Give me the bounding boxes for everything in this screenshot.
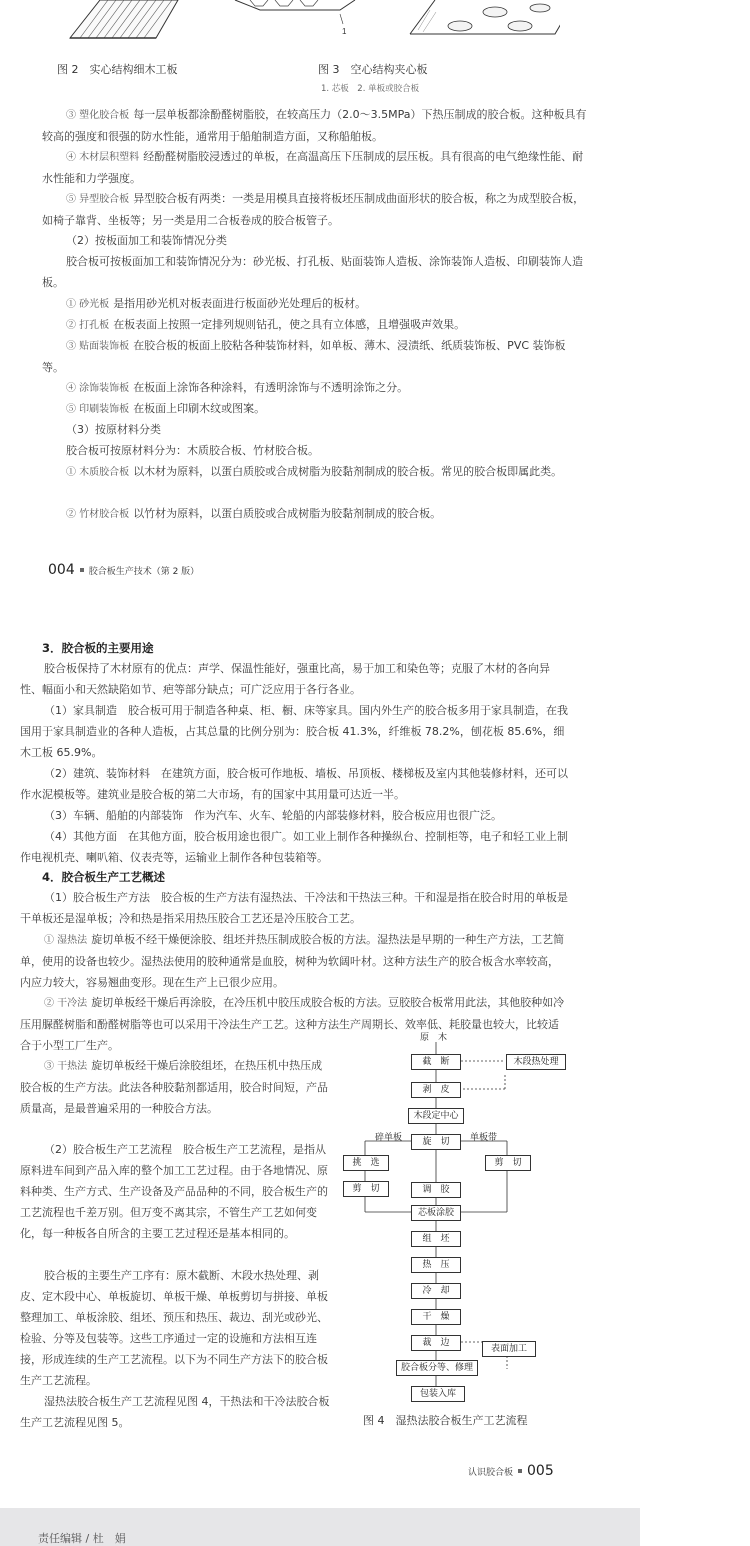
page-004 (0, 0, 750, 595)
paragraph-text: 旋切单板经干燥后再涂胶，在冷压机中胶压成胶合板的方法。豆胶胶合板常用此法，其他胶种如冷压用脲醛树脂和酚醛树脂等也可以采用干冷法生产工艺。这种方法生产周期长、效率低、耗胶量也较大，比较适合于小型工厂生产。 (20, 996, 565, 1052)
paragraph-process-flow: （2）胶合板生产工艺流程 胶合板生产工艺流程，是指从原料进车间到产品入库的整个加工工艺过程。由于各地情况、原料种类、生产方式、生产设备及产品品种的不同，胶合板生产的工艺流程也千差万别。但万变不离其宗，不管生产工艺如何变化，每一种板各自所含的主要工艺过程还是基本相同的。 (20, 1143, 328, 1240)
flow-step-shear-left: 剪 切 (343, 1181, 389, 1197)
page-number: 004 (48, 562, 75, 578)
flow-step-select: 挑 选 (343, 1155, 389, 1171)
figure-4-caption: 图 4 湿热法胶合板生产工艺流程 (363, 1414, 528, 1427)
term-lead: ③ 干热法 (44, 1061, 88, 1072)
paragraph-production-methods: （1）胶合板生产方法 胶合板的生产方法有湿热法、干冷法和干热法三种。干和湿是指在胶合时用的单板是干单板还是湿单板；冷和热是指采用热压胶合工艺还是冷压胶合工艺。 (20, 891, 568, 925)
square-bullet-icon (518, 1469, 522, 1473)
paragraph-dry-hot-method (20, 1055, 332, 1119)
paragraph-use-building: （2）建筑、装饰材料 在建筑方面，胶合板可作地板、墙板、吊顶板、楼梯板及室内其他装修材料，还可以作水泥模板等。建筑业是胶合板的第二大市场，有的国家中其用量可达近一半。 (20, 767, 568, 801)
page-005 (0, 610, 750, 1500)
flow-step-trim: 裁 边 (411, 1335, 461, 1351)
book-title: 胶合板生产技术（第 2 版） (88, 567, 200, 577)
flow-step-glue-mix: 调 胶 (411, 1182, 461, 1198)
paragraph-bamboo-plywood (42, 503, 587, 525)
flow-step-cool: 冷 却 (411, 1283, 461, 1299)
paragraph-use-vehicles: （3）车辆、船舶的内部装饰 作为汽车、火车、轮船的内部装修材料，胶合板应用也很广泛。 (44, 809, 502, 822)
paragraph-use-furniture: （1）家具制造 胶合板可用于制造各种桌、柜、橱、床等家具。国内外生产的胶合板多用于家具制造，在我国用于家具制造业的各种人造板，占其总量的比例分别为：胶合板 41.3%，纤维板 78.2%，刨花板 85.6%，细木工板 65.9%。 (20, 704, 568, 759)
term-lead: ⑤ 异型胶合板 (66, 194, 130, 205)
term-lead: ⑤ 印刷装饰板 (66, 404, 130, 415)
figure-3-legend: 1. 芯板 2. 单板或胶合板 (321, 84, 420, 94)
flow-step-core-glue: 芯板涂胶 (411, 1205, 461, 1221)
paragraph-sanded-board (42, 293, 587, 315)
term-lead: ③ 贴面装饰板 (66, 341, 130, 352)
heading-section-3: 3．胶合板的主要用途 (42, 641, 154, 655)
flow-step-centering: 木段定中心 (408, 1108, 464, 1124)
flow-step-assemble: 组 坯 (411, 1231, 461, 1247)
paragraph-text: 是指用砂光机对板表面进行板面砂光处理后的板材。 (113, 297, 367, 310)
page-number: 005 (527, 1463, 554, 1479)
figure-3-marker-1: 1 (342, 27, 347, 36)
page-footer-005 (468, 1463, 554, 1479)
paragraph-printed-board (42, 398, 587, 420)
paragraph-shaped-plywood (42, 188, 587, 231)
paragraph-uses-intro: 胶合板保持了木材原有的优点：声学、保温性能好，强重比高，易于加工和染色等；克服了木材的各向异性、幅面小和天然缺陷如节、疤等部分缺点；可广泛应用于各行各业。 (20, 662, 550, 696)
term-lead: ① 砂光板 (66, 299, 110, 310)
flow-step-rotary-cut: 旋 切 (411, 1134, 461, 1150)
paragraph-text: （3）按原材料分类 (66, 423, 161, 436)
paragraph-text: 旋切单板经干燥后涂胶组坯，在热压机中热压成胶合板的生产方法。此法各种胶黏剂都适用，胶合时间短，产品质量高，是最普遍采用的一种胶合方法。 (20, 1059, 328, 1115)
paragraph-perforated-board (42, 314, 587, 336)
flow-step-hot-press: 热 压 (411, 1257, 461, 1273)
flow-step-water-treatment: 木段热处理 (506, 1054, 566, 1070)
paragraph-main-steps: 胶合板的主要生产工序有：原木截断、木段水热处理、剥皮、定木段中心、单板旋切、单板干燥、单板剪切与拼接、单板整理加工、单板涂胶、组坯、预压和热压、裁边、刮光或砂光、检验、分等及包装等。这些工序通过一定的设施和方法相互连接，形成连续的生产工艺流程。以下为不同生产方法下的胶合板生产工艺流程。 (20, 1269, 328, 1387)
flow-step-pack: 包装入库 (411, 1386, 465, 1402)
page-footer-004 (48, 562, 199, 578)
paragraph-text: 在板面上印刷木纹或图案。 (133, 402, 266, 415)
flow-label-veneer-ribbon: 单板带 (470, 1133, 498, 1143)
term-lead: ② 打孔板 (66, 320, 110, 331)
figure-2-caption: 图 2 实心结构细木工板 (57, 63, 178, 76)
subheading-surface-classification (42, 230, 587, 251)
paragraph-text: 胶合板可按原材料分为：木质胶合板、竹材胶合板。 (66, 444, 319, 457)
paragraph-text: 旋切单板不经干燥便涂胶、组坯并热压制成胶合板的方法。湿热法是早期的一种生产方法，工艺简单，使用的设备也较少。湿热法使用的胶种通常是血胶，树种为软阔叶材。这种方法生产的胶合板含水率较高，内应力较大，容易翘曲变形。现在生产上已很少应用。 (20, 933, 565, 989)
term-lead: ② 竹材胶合板 (66, 509, 130, 520)
subheading-material-classification (42, 419, 587, 440)
flow-step-dry: 干 燥 (411, 1309, 461, 1325)
paragraph-text: 以木材为原料，以蛋白质胶或合成树脂为胶黏剂制成的胶合板。常见的胶合板即属此类。 (133, 465, 563, 478)
paragraph-wet-hot-method (20, 929, 568, 993)
figure-3-caption: 图 3 空心结构夹心板 (318, 63, 428, 76)
term-lead: ④ 涂饰装饰板 (66, 383, 130, 394)
term-lead: ① 木质胶合板 (66, 467, 130, 478)
flow-step-cut: 截 断 (411, 1054, 461, 1070)
paragraph-material-types (42, 440, 587, 461)
paragraph-text: 在胶合板的板面上胶粘各种装饰材料，如单板、薄木、浸渍纸、纸质装饰板、PVC 装饰板等。 (42, 339, 566, 374)
paragraph-text: 在板表面上按照一定排列规则钻孔，使之具有立体感，且增强吸声效果。 (113, 318, 466, 331)
flow-step-surface-process: 表面加工 (482, 1341, 536, 1357)
responsible-editor: 责任编辑 / 杜 娟 (38, 1532, 126, 1545)
term-lead: ④ 木材层积塑料 (66, 152, 140, 163)
term-lead: ③ 塑化胶合板 (66, 110, 130, 121)
flow-raw-log: 原 木 (420, 1033, 448, 1043)
term-lead: ② 干冷法 (44, 998, 88, 1009)
figure-2-illustration (60, 0, 180, 40)
heading-section-4: 4．胶合板生产工艺概述 (42, 870, 166, 884)
paragraph-wood-plywood (42, 461, 587, 483)
paragraph-text: 在板面上涂饰各种涂料，有透明涂饰与不透明涂饰之分。 (133, 381, 409, 394)
paragraph-coated-board (42, 377, 587, 399)
term-lead: ① 湿热法 (44, 935, 88, 946)
paragraph-text: 异型胶合板有两类：一类是用模具直接将板坯压制成曲面形状的胶合板，称之为成型胶合板，如椅子靠背、坐板等；另一类是用二合板卷成的胶合板管子。 (42, 192, 585, 227)
figure-3-illustration (230, 0, 560, 48)
paragraph-text: 经酚醛树脂胶浸透过的单板，在高温高压下压制成的层压板。具有很高的电气绝缘性能、耐水性能和力学强度。 (42, 150, 584, 185)
flow-step-shear-right: 剪 切 (485, 1155, 531, 1171)
flow-step-grade-repair: 胶合板分等、修理 (396, 1360, 478, 1376)
flow-step-peel: 剥 皮 (411, 1082, 461, 1098)
flow-label-broken-veneer: 碎单板 (375, 1133, 403, 1143)
paragraph-overlaid-board (42, 335, 587, 378)
paragraph-text: 胶合板可按板面加工和装饰情况分为：砂光板、打孔板、贴面装饰人造板、涂饰装饰人造板、印刷装饰人造板。 (42, 255, 583, 289)
paragraph-text: （2）按板面加工和装饰情况分类 (66, 234, 227, 247)
paragraph-figure-references: 湿热法胶合板生产工艺流程见图 4，干热法和干冷法胶合板生产工艺流程见图 5。 (20, 1395, 330, 1429)
paragraph-text: 每一层单板都涂酚醛树脂胶，在较高压力（2.0～3.5MPa）下热压制成的胶合板。这种板具有较高的强度和很强的防水性能，通常用于船舶制造方面，又称船舶板。 (42, 108, 587, 143)
chapter-title: 认识胶合板 (468, 1468, 514, 1478)
paragraph-text: 以竹材为原料，以蛋白质胶或合成树脂为胶黏剂制成的胶合板。 (133, 507, 442, 520)
paragraph-use-other: （4）其他方面 在其他方面，胶合板用途也很广。如工业上制作各种操纵台、控制柜等，电子和轻工业上制作电视机壳、喇叭箱、仪表壳等，运输业上制作各种包装箱等。 (20, 830, 568, 864)
square-bullet-icon (80, 568, 84, 572)
paragraph-laminated-wood (42, 146, 587, 189)
paragraph-plasticized-plywood (42, 104, 587, 147)
paragraph-surface-types (42, 251, 587, 293)
